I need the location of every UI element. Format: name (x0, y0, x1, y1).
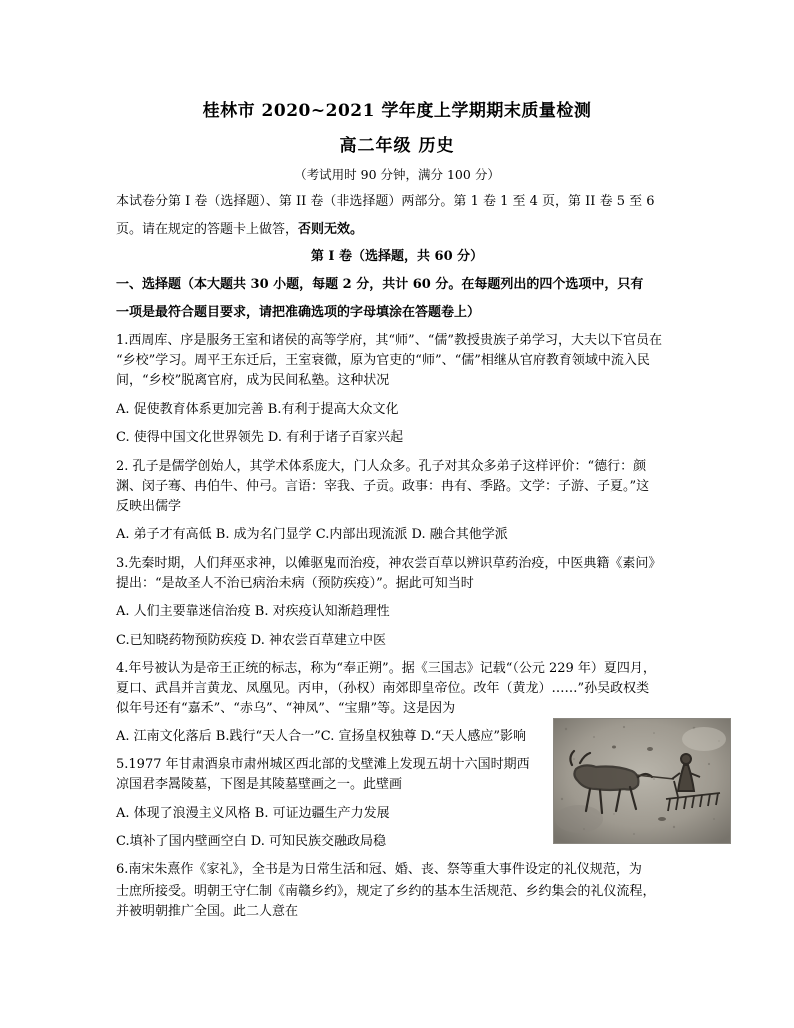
exam-subtitle: 高二年级 历史 (339, 136, 455, 156)
instructions-line-1: 本试卷分第 I 卷（选择题）、第 II 卷（非选择题）两部分。第 1 卷 1 至 4 页，第 II 卷 5 至 6 (116, 194, 655, 209)
q3-line-1: 3.先秦时期，人们拜巫求神，以傩驱鬼而治疫，神农尝百草以辨识草药治疫，中医典籍《素问》 (116, 556, 662, 571)
q6-line-1: 6.南宋朱熹作《家礼》，全书是为日常生活和冠、婚、丧、祭等重大事件设定的礼仪规范，为 (116, 862, 642, 877)
q5-line-1: 5.1977 年甘肃酒泉市肃州城区西北部的戈壁滩上发现五胡十六国时期西 (116, 757, 530, 772)
exam-info: （考试用时 90 分钟，满分 100 分） (294, 167, 500, 182)
tomb-mural-image (553, 718, 731, 844)
q2-line-3: 反映出儒学 (116, 499, 182, 514)
q4-line-3: 似年号还有“嘉禾”、“赤乌”、“神凤”、“宝鼎”等。这是因为 (116, 701, 456, 716)
q3-line-2: 提出：“是故圣人不治已病治未病（预防疾疫）”。据此可知当时 (116, 576, 474, 591)
q3-options-1: A. 人们主要靠迷信治疫 B. 对疾疫认知渐趋理性 (116, 604, 390, 619)
part1-heading-line-1: 一、选择题（本大题共 30 小题，每题 2 分，共计 60 分。在每题列出的四个选项中，只有 (116, 277, 644, 292)
q1-line-1: 1.西周库、序是服务王室和诸侯的高等学府，其“师”、“儒”教授贵族子弟学习，大夫以下官员在 (116, 333, 662, 348)
q5-line-2: 凉国君李暠陵墓，下图是其陵墓壁画之一。此壁画 (116, 777, 403, 792)
part1-heading-line-2: 一项是最符合题目要求，请把准确选项的字母填涂在答题卷上） (116, 305, 481, 320)
q6-line-3: 并被明朝推广全国。此二人意在 (116, 904, 299, 919)
q2-options-1: A. 弟子才有高低 B. 成为名门显学 C.内部出现流派 D. 融合其他学派 (116, 527, 508, 542)
section1-heading: 第 I 卷（选择题，共 60 分） (310, 249, 484, 264)
q6-line-2: 士庶所接受。明朝王守仁制《南赣乡约》，规定了乡约的基本生活规范、乡约集会的礼仪流程， (116, 884, 656, 899)
q5-options-2: C.填补了国内壁画空白 D. 可知民族交融政局稳 (116, 834, 386, 849)
q1-line-3: 间，“乡校”脱离官府，成为民间私塾。这种状况 (116, 373, 390, 388)
exam-title: 桂林市 2020~2021 学年度上学期期末质量检测 (202, 101, 592, 121)
q3-options-2: C.已知晓药物预防疾疫 D. 神农尝百草建立中医 (116, 633, 386, 648)
q4-line-2: 夏口、武昌并言黄龙、凤凰见。丙申，（孙权）南郊即皇帝位。改年（黄龙）……”孙吴政权类 (116, 681, 650, 696)
ox-plowing-mural-icon (554, 719, 730, 843)
q1-line-2: “乡校”学习。周平王东迁后，王室衰微，原为官吏的“师”、“儒”相继从官府教育领域中流入民 (116, 353, 650, 368)
q2-line-1: 2. 孔子是儒学创始人，其学术体系庞大，门人众多。孔子对其众多弟子这样评价：“德行：颜 (116, 459, 647, 474)
instructions-line-2 (116, 221, 684, 239)
q4-line-1: 4.年号被认为是帝王正统的标志，称为“奉正朔”。据《三国志》记载“（公元 229 年）夏四月， (116, 661, 656, 676)
instructions-text: 页。请在规定的答题卡上做答， (116, 222, 299, 237)
q4-options-1: A. 江南文化落后 B.践行“天人合一”C. 宣扬皇权独尊 D.“天人感应”影响 (116, 729, 527, 744)
q1-options-2: C. 使得中国文化世界领先 D. 有利于诸子百家兴起 (116, 430, 404, 445)
q1-options-1: A. 促使教育体系更加完善 B.有利于提高大众文化 (116, 402, 399, 417)
instructions-warning: 否则无效。 (298, 222, 364, 237)
q5-options-1: A. 体现了浪漫主义风格 B. 可证边疆生产力发展 (116, 806, 390, 821)
q2-line-2: 渊、闵子骞、冉伯牛、仲弓。言语：宰我、子贡。政事：冉有、季路。文学：子游、子夏。”这 (116, 479, 650, 494)
